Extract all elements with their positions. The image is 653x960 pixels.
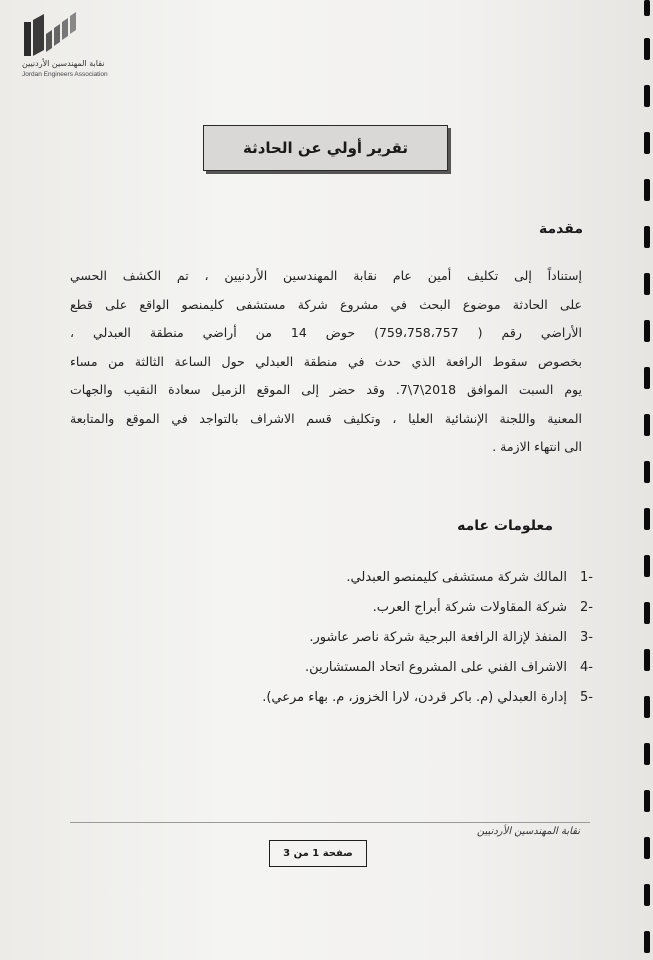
binding-hole — [644, 884, 650, 906]
binding-hole — [644, 226, 650, 248]
binding-hole — [644, 367, 650, 389]
binding-hole — [644, 696, 650, 718]
list-item-text: الاشراف الفني على المشروع اتحاد المستشارين. — [305, 660, 567, 675]
binding-holes — [641, 0, 653, 960]
list-item — [200, 653, 593, 683]
logo-name-arabic: نقابة المهندسين الأردنيين — [22, 59, 105, 68]
list-item — [200, 563, 593, 593]
intro-line: المعنية واللجنة الإنشائية العليا ، وتكليف قسم الاشراف بالتواجد في الموقع والمتابعة — [70, 410, 582, 426]
list-item — [200, 593, 593, 623]
list-item — [200, 623, 593, 653]
binding-hole — [644, 273, 650, 295]
report-title-box — [203, 125, 448, 171]
list-item-text: شركة المقاولات شركة أبراج العرب. — [372, 600, 567, 615]
binding-hole — [644, 38, 650, 60]
binding-hole — [644, 837, 650, 859]
binding-hole — [644, 85, 650, 107]
binding-hole — [644, 179, 650, 201]
list-item-number: -3 — [580, 630, 593, 645]
binding-hole — [644, 790, 650, 812]
page-number-box — [269, 840, 367, 867]
intro-line: الأراضي رقم ( 759،758،757) حوض 14 من أراضي منطقة العبدلي ، — [70, 325, 582, 340]
binding-hole — [644, 602, 650, 624]
intro-line: يوم السبت الموافق 2018\7\7. وقد حضر إلى الموقع الزميل سعادة النقيب والجهات — [70, 382, 582, 397]
list-item-number: -4 — [580, 660, 593, 675]
binding-hole — [644, 508, 650, 530]
page-number: صفحة 1 من 3 — [283, 848, 353, 859]
binding-hole — [644, 414, 650, 436]
list-item-number: -2 — [580, 600, 593, 615]
list-item — [200, 683, 593, 713]
intro-line: بخصوص سقوط الرافعة الذي حدث في منطقة العبدلي حول الساعة الثالثة من مساء — [70, 353, 582, 369]
list-item-text: المنفذ لإزالة الرافعة البرجية شركة ناصر عاشور. — [309, 630, 567, 645]
intro-heading: مقدمة — [539, 221, 583, 237]
binding-hole — [644, 0, 650, 16]
binding-hole — [644, 743, 650, 765]
footer-divider — [70, 822, 590, 823]
intro-line: إستناداً إلى تكليف أمين عام نقابة المهندسين الأردنيين ، تم الكشف الحسي — [70, 268, 582, 283]
list-item-number: -5 — [580, 690, 593, 705]
association-logo — [22, 12, 132, 82]
binding-hole — [644, 649, 650, 671]
jea-logo-mark-icon — [22, 12, 78, 58]
list-item-text: إدارة العبدلي (م. باكر قردن، لارا الخزوز، م. بهاء مرعي). — [262, 690, 567, 705]
binding-hole — [644, 461, 650, 483]
general-info-heading: معلومات عامه — [457, 518, 553, 534]
logo-name-english: Jordan Engineers Association — [22, 71, 108, 78]
binding-hole — [644, 132, 650, 154]
binding-hole — [644, 320, 650, 342]
list-item-number: -1 — [580, 570, 593, 585]
binding-hole — [644, 931, 650, 953]
footer-organization: نقابة المهندسين الأردنيين — [476, 826, 580, 837]
report-title: تقرير أولي عن الحادثة — [242, 139, 409, 157]
list-item-text: المالك شركة مستشفى كليمنصو العبدلي. — [346, 570, 567, 585]
intro-line: الى انتهاء الازمة . — [492, 439, 582, 454]
general-info-list — [200, 563, 593, 713]
binding-hole — [644, 555, 650, 577]
intro-line: على الحادثة موضوع البحث في مشروع شركة مستشفى كليمنصو الواقع على قطع — [70, 296, 582, 312]
intro-paragraph — [70, 262, 582, 462]
